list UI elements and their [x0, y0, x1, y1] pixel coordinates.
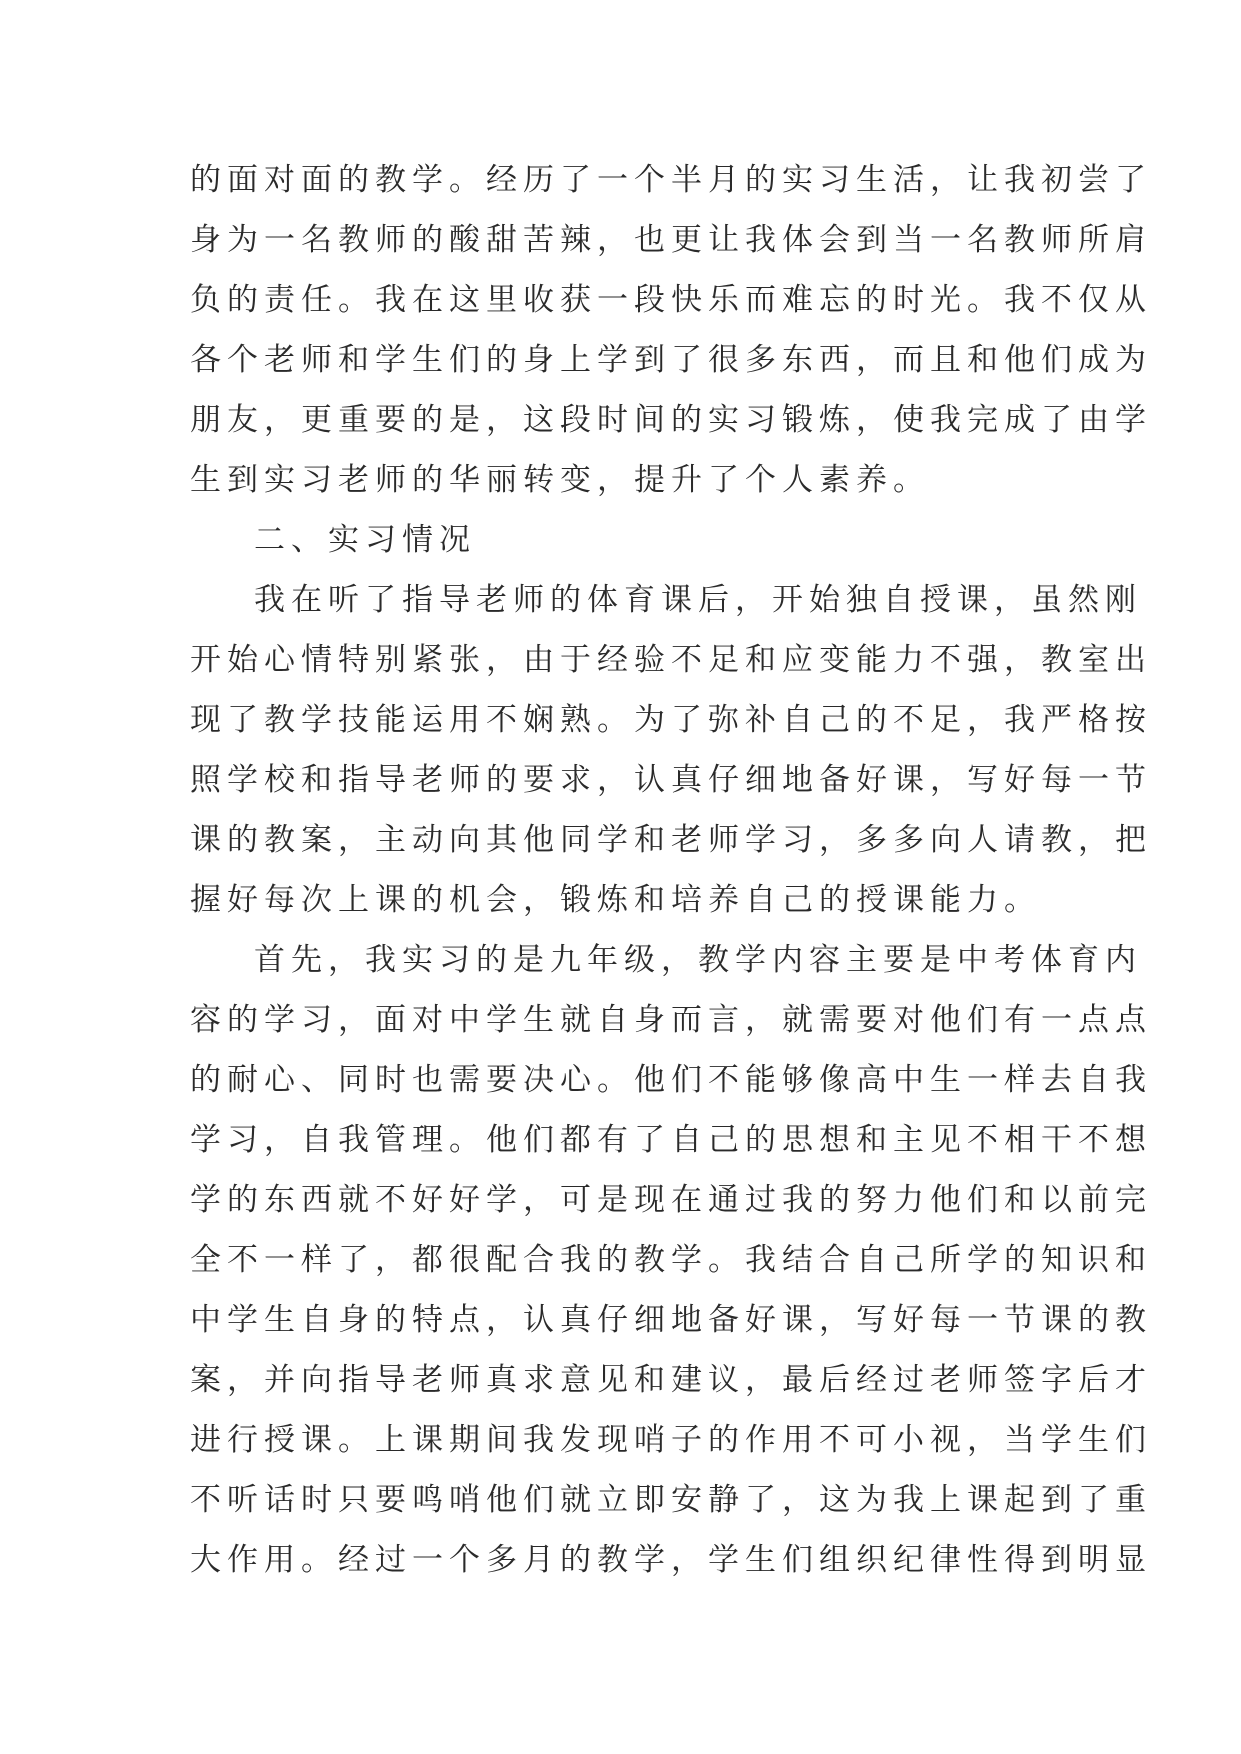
text-line: 大作用。经过一个多月的教学，学生们组织纪律性得到明显: [190, 1542, 1152, 1578]
text-line: 不听话时只要鸣哨他们就立即安静了，这为我上课起到了重: [190, 1482, 1152, 1518]
text-line: 负的责任。我在这里收获一段快乐而难忘的时光。我不仅从: [190, 282, 1152, 318]
body-text: [190, 150, 1152, 1590]
text-line: 容的学习，面对中学生就自身而言，就需要对他们有一点点: [190, 1002, 1152, 1038]
text-line: 朋友，更重要的是，这段时间的实习锻炼，使我完成了由学: [190, 402, 1152, 438]
text-line: 全不一样了，都很配合我的教学。我结合自己所学的知识和: [190, 1242, 1152, 1278]
text-line: 握好每次上课的机会，锻炼和培养自己的授课能力。: [190, 882, 1041, 918]
text-line: 各个老师和学生们的身上学到了很多东西，而且和他们成为: [190, 342, 1152, 378]
text-line: 课的教案，主动向其他同学和老师学习，多多向人请教，把: [190, 822, 1152, 858]
text-line: 首先，我实习的是九年级，教学内容主要是中考体育内: [254, 942, 1142, 978]
text-line: 中学生自身的特点，认真仔细地备好课，写好每一节课的教: [190, 1302, 1152, 1338]
text-line: 学习，自我管理。他们都有了自己的思想和主见不相干不想: [190, 1122, 1152, 1158]
text-line: 开始心情特别紧张，由于经验不足和应变能力不强，教室出: [190, 642, 1152, 678]
text-line: 我在听了指导老师的体育课后，开始独自授课，虽然刚: [254, 582, 1142, 618]
text-line: 生到实习老师的华丽转变，提升了个人素养。: [190, 462, 930, 498]
text-line: 身为一名教师的酸甜苦辣，也更让我体会到当一名教师所肩: [190, 222, 1152, 258]
text-line: 案，并向指导老师真求意见和建议，最后经过老师签字后才: [190, 1362, 1152, 1398]
section-heading: 二、实习情况: [254, 522, 476, 558]
text-line: 学的东西就不好好学，可是现在通过我的努力他们和以前完: [190, 1182, 1152, 1218]
text-line: 的耐心、同时也需要决心。他们不能够像高中生一样去自我: [190, 1062, 1152, 1098]
text-line: 的面对面的教学。经历了一个半月的实习生活，让我初尝了: [190, 162, 1152, 198]
text-line: 现了教学技能运用不娴熟。为了弥补自己的不足，我严格按: [190, 702, 1152, 738]
text-line: 照学校和指导老师的要求，认真仔细地备好课，写好每一节: [190, 762, 1152, 798]
text-line: 进行授课。上课期间我发现哨子的作用不可小视，当学生们: [190, 1422, 1152, 1458]
